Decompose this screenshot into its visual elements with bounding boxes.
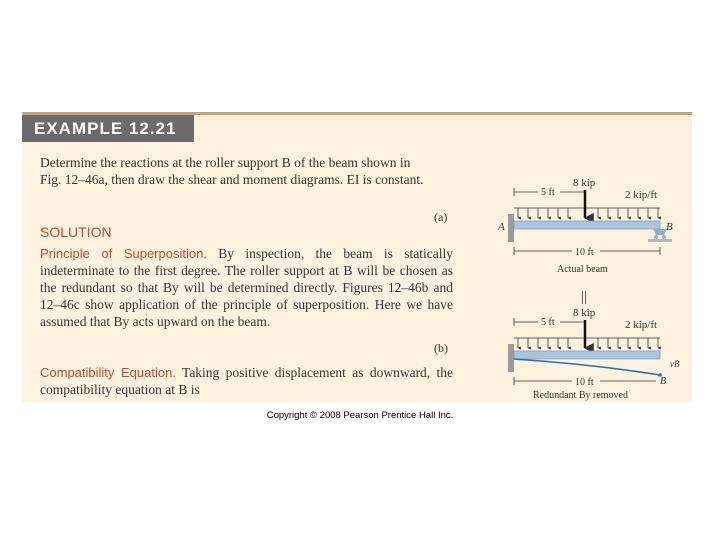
fig-a-fixed-support [508,214,514,242]
fig-a-caption: Actual beam [557,264,608,275]
fig-b-beam [514,351,660,359]
fig-b-label-b: B [660,376,667,387]
fig-a-label-b: B [666,221,673,233]
example-banner: EXAMPLE 12.21 [22,115,194,142]
fig-a-point-load-label: 8 kip [573,177,596,189]
compatibility-paragraph [40,364,453,398]
beam-figures [470,174,692,402]
fig-a-span-label: 10 ft [575,247,594,258]
fig-b-span-label: 10 ft [575,377,594,388]
figure-a-tag: (a) [434,210,448,224]
problem-statement [40,154,453,188]
solution-title: SOLUTION [40,224,112,240]
fig-b-dist-load-label: 2 kip/ft [625,319,658,331]
principle-paragraph [40,245,453,330]
compatibility-title: Compatibility Equation. [40,365,176,380]
fig-b-half-dim-label: 5 ft [541,317,555,328]
fig-b-fixed-support [508,344,514,372]
fig-a-beam [514,221,660,229]
fig-a-dist-load-label: 2 kip/ft [625,189,658,201]
fig-a-half-dim-label: 5 ft [541,187,555,198]
fig-b-deflected-shape [514,359,660,375]
figure-b-tag: (b) [434,341,448,355]
solution-heading [40,224,453,241]
problem-line-1: Determine the reactions at the roller support B of the beam shown in [40,155,411,170]
fig-b-deflection-label: vB [670,359,680,369]
fig-a-label-a: A [498,221,505,233]
equals-sign: || [581,289,588,305]
fig-b-distributed-load [514,338,660,348]
copyright-notice: Copyright © 2008 Pearson Prentice Hall Inc. [266,410,454,421]
example-panel [22,112,692,402]
fig-b-point-load-label: 8 kip [573,307,596,319]
principle-title: Principle of Superposition. [40,246,207,261]
compatibility-body: Taking positive displacement as downward, the compatibility equation at B is [40,365,454,397]
problem-line-2: Fig. 12–46a, then draw the shear and moment diagrams. EI is constant. [40,172,424,187]
principle-body: By inspection, the beam is statically indeterminate to the first degree. The roller support at B will be chosen as the redundant so that By will be determined directly. Figures 12–46b and 12–46c show application of the principle of superposition. Here we have assumed that By acts upward on the beam. [40,246,453,329]
fig-b-caption: Redundant By removed [533,390,628,401]
fig-a-distributed-load [514,208,660,218]
